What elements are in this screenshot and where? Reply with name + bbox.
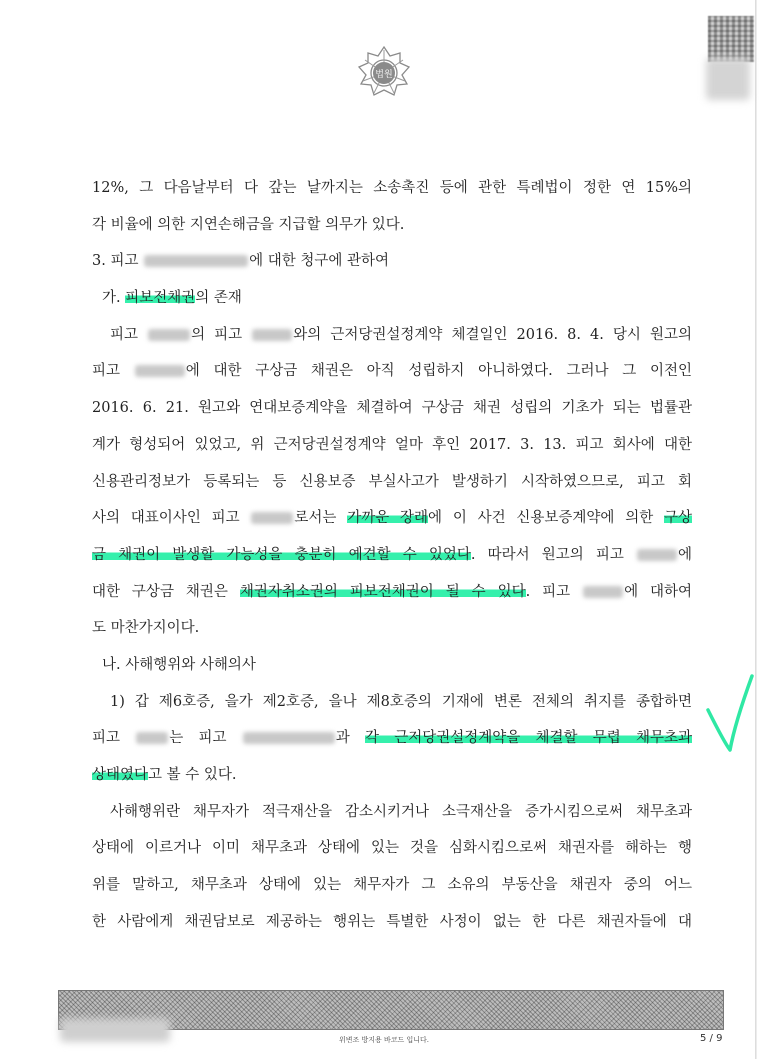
subsection-heading: 가. 피보전채권의 존재 [102,290,242,307]
text-line: 대한 구상금 채권은 채권자취소권의 피보전채권이 될 수 있다. 피고 에 대하여 [92,583,693,600]
highlighted-text: 금 채권이 발생할 가능성을 충분히 예견할 수 있었다 [92,546,471,563]
text-line: 12%, 그 다음날부터 다 갚는 날까지는 소송촉진 등에 관한 특례법이 정한 연 15%의 [92,180,692,196]
text-line: 위를 말하고, 채무초과 상태에 있는 채무자가 그 소유의 부동산을 채권자 중의 어느 [92,877,692,894]
text-line: 상태에 이르거나 이미 채무초과 상태에 있는 것을 심화시킴으로써 채권자를 해하는 행 [92,840,692,857]
court-seal-logo [357,44,411,102]
redacted-name [144,255,248,267]
text-line: 한 사람에게 채권담보로 제공하는 행위는 특별한 사정이 없는 한 다른 채권자들에 대 [92,913,692,930]
page-edge [755,0,757,1059]
seal-label: 법원 [375,70,393,80]
barcode-note: 위변조 방지용 바코드 입니다. [338,1036,430,1044]
text-line: 1) 갑 제6호증, 을가 제2호증, 을나 제8호증의 기재에 변론 전체의 취지를 종합하면 [110,693,692,710]
check-mark-annotation [700,668,756,754]
text-line: 피고 에 대한 구상금 채권은 아직 성립하지 아니하였다. 그러나 그 이전인 [92,363,692,380]
text-line: 피고 의 피고 와의 근저당권설정계약 체결일인 2016. 8. 4. 당시 원고의 [110,326,693,343]
redacted-name [136,732,168,744]
highlighted-text: 가까운 장래 [347,510,429,527]
highlighted-text: 구상 [664,510,693,527]
text-line: 2016. 6. 21. 원고와 연대보증계약을 체결하여 구상금 채권 성립의 기초가 되는 법률관 [92,400,692,417]
highlighted-text: 각 근저당권설정계약을 체결할 무렵 채무초과 [364,730,693,747]
redacted-name [148,329,190,341]
judgment-body [92,170,692,940]
redacted-name [583,586,623,598]
text-line: 도 마찬가지이다. [92,620,200,637]
redacted-name [252,329,292,341]
highlighted-text: 피보전채권 [125,290,196,307]
text-line: 피고 는 피고 과 각 근저당권설정계약을 체결할 무렵 채무초과 [92,730,693,747]
text-line: 사의 대표이사인 피고 로서는 가까운 장래에 이 사건 신용보증계약에 의한 구상 [92,510,693,527]
highlighted-text: 채권자취소권의 피보전채권이 될 수 있다 [239,583,526,600]
highlighted-text: 상태였다 [92,767,149,783]
text-line: 신용관리정보가 등록되는 등 신용보증 부실사고가 발생하기 시작하였으므로, 피고 회 [92,473,692,490]
redacted-name [637,549,677,561]
text-line: 계가 형성되어 있었고, 위 근저당권설정계약 얼마 후인 2017. 3. 13. 피고 회사에 대한 [92,436,692,453]
redacted-name [251,512,293,524]
section-heading: 3. 피고 에 대한 청구에 관하여 [92,253,389,270]
text-line: 사해행위란 채무자가 적극재산을 감소시키거나 소극재산을 증가시킴으로써 채무초과 [110,803,692,820]
text-line: 상태였다고 볼 수 있다. [92,767,237,783]
redacted-top-right [706,58,750,100]
subsection-heading: 나. 사해행위와 사해의사 [102,656,256,673]
redacted-name [135,365,185,377]
page-number: 5 / 9 [700,1033,723,1044]
redacted-name [243,732,335,744]
text-line: 금 채권이 발생할 가능성을 충분히 예견할 수 있었다. 따라서 원고의 피고 에 [92,546,692,563]
text-line: 각 비율에 의한 지연손해금을 지급할 의무가 있다. [92,216,405,233]
document-qr-code [708,16,754,62]
